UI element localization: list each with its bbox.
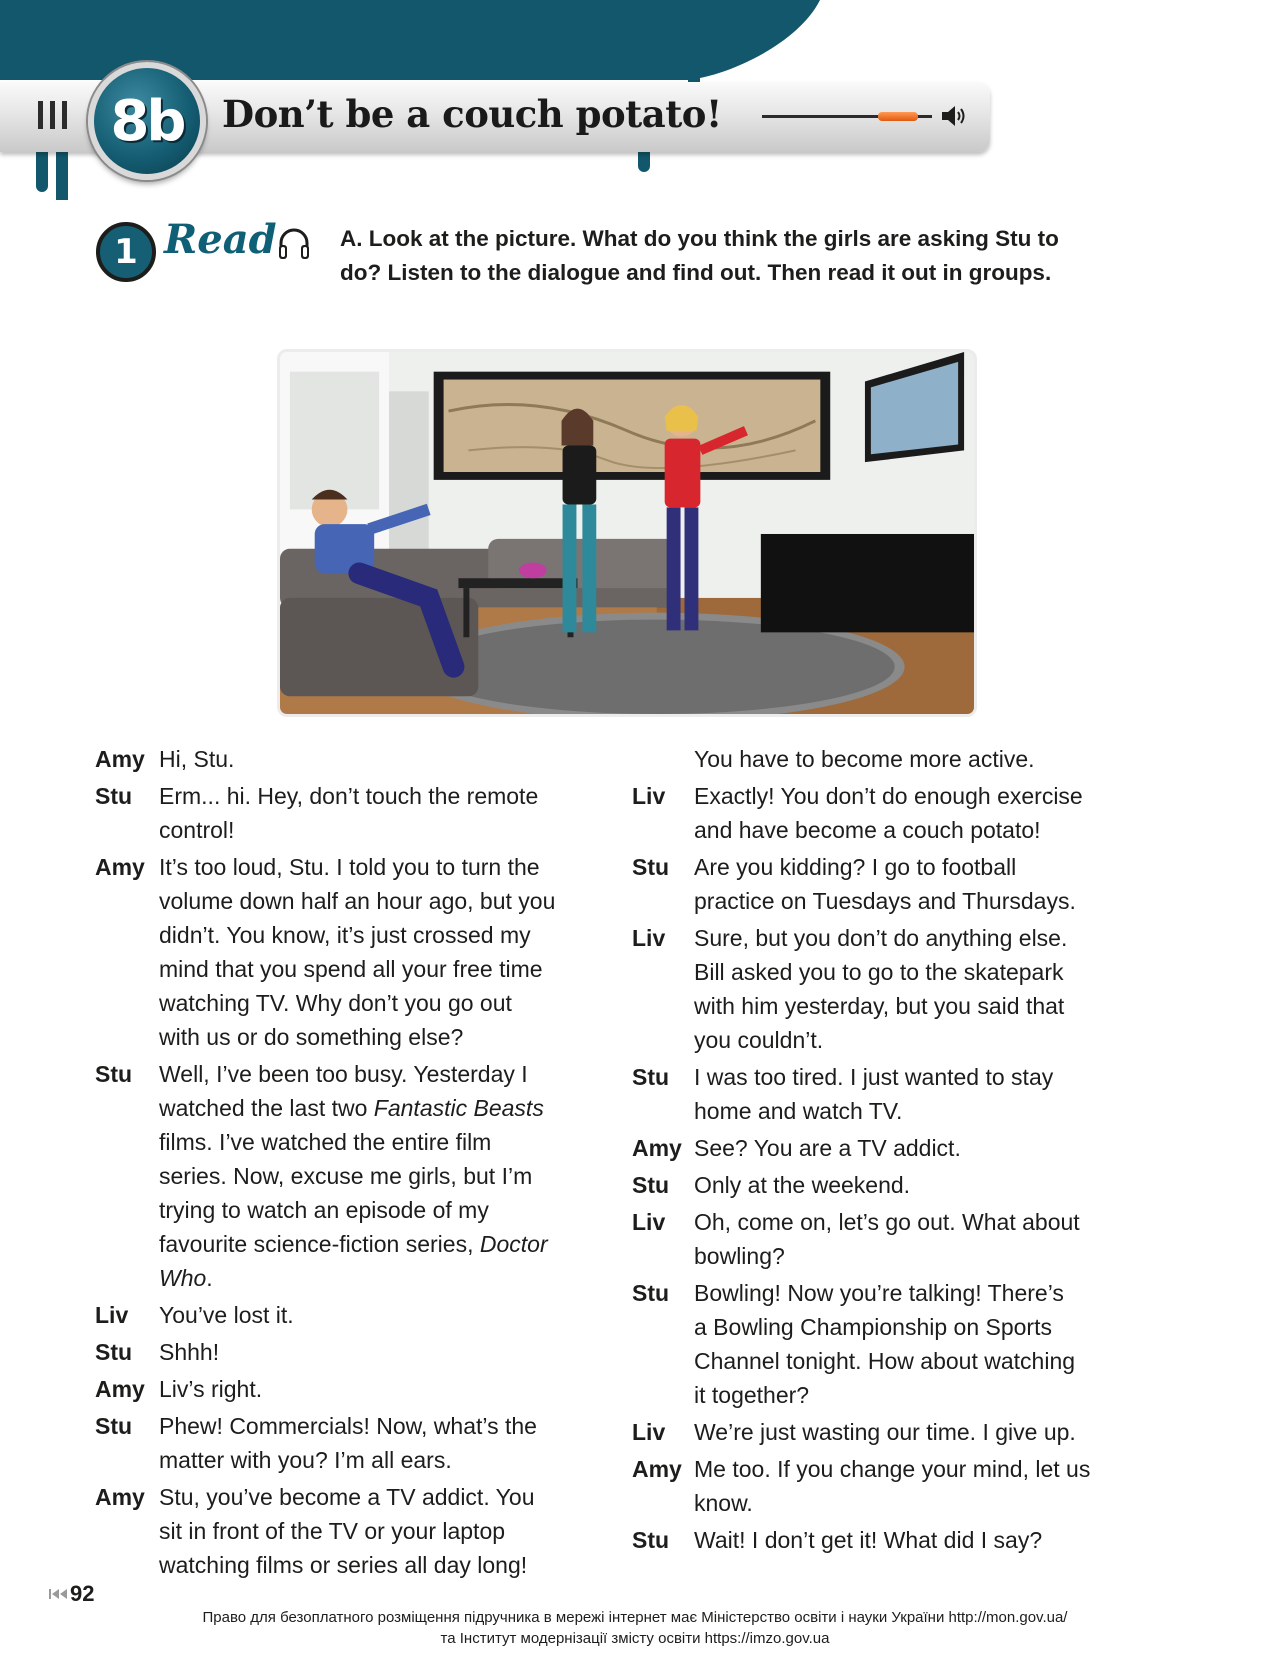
dialogue-line (632, 779, 1152, 847)
speaker-name: Amy (632, 1456, 682, 1482)
speech-text: Stu, you’ve become a TV addict. You sit in front of the TV or your laptop watching films or series all day long! (159, 1484, 535, 1578)
dialogue-line (632, 1060, 1152, 1128)
speaker-name: Stu (95, 1061, 133, 1087)
footer-note (100, 1607, 1170, 1649)
speech-text: Sure, but you don’t do anything else. Bill asked you to go to the skatepark with him yesterday, but you said that you couldn’t. (694, 925, 1068, 1053)
speaker-name: Amy (95, 746, 145, 772)
speech-text: Hi, Stu. (159, 746, 235, 772)
dialogue-line (632, 1415, 1152, 1449)
living-room-illustration (277, 349, 977, 717)
speech-text: Are you kidding? I go to football practice on Tuesdays and Thursdays. (694, 854, 1076, 914)
speech-text-part: films. I’ve watched the entire film series. Now, excuse me girls, but I’m trying to watch an episode of my favourite science-fiction series, (159, 1129, 533, 1257)
dialogue-line (95, 1298, 605, 1332)
speaker-name: Stu (632, 1172, 670, 1198)
footer-note-line: Право для безоплатного розміщення підручника в мережі інтернет має Міністерство освіти і науки України http://mon.gov.ua/ (202, 1609, 1068, 1626)
exercise-label: Read (164, 216, 277, 263)
speaker-name: Liv (632, 1419, 666, 1445)
dialogue-line (95, 850, 605, 1054)
speaker-name: Stu (95, 1339, 133, 1365)
dialogue-line (95, 1057, 605, 1295)
speech-text: We’re just wasting our time. I give up. (694, 1419, 1076, 1445)
dialogue-line (632, 1452, 1152, 1520)
dialogue-line (632, 1276, 1152, 1412)
volume-level-handle[interactable] (878, 112, 918, 121)
speech-text: Only at the weekend. (694, 1172, 911, 1198)
speech-text-part: Well, I’ve been too busy. Yesterday I watched the last two (159, 1061, 528, 1121)
speech-text (159, 1057, 548, 1295)
dialogue-line (632, 1131, 1152, 1165)
dialogue-line (632, 1523, 1152, 1557)
speech-text: Wait! I don’t get it! What did I say? (694, 1527, 1043, 1553)
speech-text: Erm... hi. Hey, don’t touch the remote control! (159, 783, 539, 843)
headphones-icon[interactable] (276, 226, 312, 262)
previous-page-icon[interactable] (48, 1587, 68, 1601)
dialogue-line (632, 1205, 1152, 1273)
unit-number: 8b (110, 88, 184, 154)
page-number (48, 1581, 94, 1607)
speaker-name: Amy (95, 1484, 145, 1510)
speaker-name: Stu (632, 1280, 670, 1306)
dialogue-line (95, 779, 605, 847)
speech-text: I was too tired. I just wanted to stay home and watch TV. (694, 1064, 1054, 1124)
dialogue-line (95, 1335, 605, 1369)
speaker-name: Liv (95, 1302, 129, 1328)
exercise-number-badge (96, 222, 156, 282)
speech-text: Phew! Commercials! Now, what’s the matter with you? I’m all ears. (159, 1413, 537, 1473)
dialogue-line (632, 921, 1152, 1057)
page-number-text: 92 (70, 1581, 95, 1606)
dialogue-line (632, 1168, 1152, 1202)
dialogue-right-column (632, 742, 1152, 1560)
dialogue-line (95, 1409, 605, 1477)
volume-slider[interactable] (762, 112, 932, 122)
speaker-name: Amy (632, 1135, 682, 1161)
exercise-number: 1 (114, 232, 138, 272)
speaker-name: Stu (95, 1413, 133, 1439)
speaker-name: Stu (95, 783, 133, 809)
speech-text: Shhh! (159, 1339, 220, 1365)
speech-text-part: . (206, 1265, 213, 1291)
speaker-name: Stu (632, 1527, 670, 1553)
speech-text: You have to become more active. (694, 746, 1035, 772)
dialogue-line (632, 850, 1152, 918)
dialogue-left-column (95, 742, 605, 1585)
speaker-name: Amy (95, 1376, 145, 1402)
dialogue-line (95, 1480, 605, 1582)
exercise-instruction: A. Look at the picture. What do you think the girls are asking Stu to do? Listen to the dialogue and find out. Then read it out in groups. (340, 226, 1059, 285)
speaker-name: Stu (632, 1064, 670, 1090)
dialogue-line (95, 1372, 605, 1406)
speaker-name (632, 742, 694, 776)
speaker-name: Liv (632, 783, 666, 809)
series-title: Doctor Who (159, 1231, 548, 1291)
speech-text: Bowling! Now you’re talking! There’s a Bowling Championship on Sports Channel tonight. How about watching it together? (694, 1280, 1076, 1408)
speaker-name: Amy (95, 854, 145, 880)
film-title: Fantastic Beasts (373, 1095, 544, 1121)
dialogue-line (95, 742, 605, 776)
speaker-name: Stu (632, 854, 670, 880)
speech-text: Liv’s right. (159, 1376, 263, 1402)
speech-text: Oh, come on, let’s go out. What about bowling? (694, 1209, 1080, 1269)
unit-badge (88, 62, 206, 180)
speech-text: You’ve lost it. (159, 1302, 294, 1328)
page-title: Don’t be a couch potato! (222, 92, 722, 136)
speech-text: It’s too loud, Stu. I told you to turn the volume down half an hour ago, but you didn’t. You know, it’s just crossed my mind that you spend all your free time watching TV. Why don’t you go out with us or do something else? (159, 854, 556, 1050)
footer-note-line: та Інститут модернізації змісту освіти https://imzo.gov.ua (440, 1630, 830, 1647)
speech-text: See? You are a TV addict. (694, 1135, 961, 1161)
speaker-name: Liv (632, 1209, 666, 1235)
speaker-name: Liv (632, 925, 666, 951)
dialogue-line (632, 742, 1152, 776)
speech-text: Me too. If you change your mind, let us know. (694, 1456, 1091, 1516)
speaker-icon[interactable] (940, 104, 968, 128)
speech-text: Exactly! You don’t do enough exercise and have become a couch potato! (694, 783, 1083, 843)
header-lines-decoration (38, 101, 67, 129)
